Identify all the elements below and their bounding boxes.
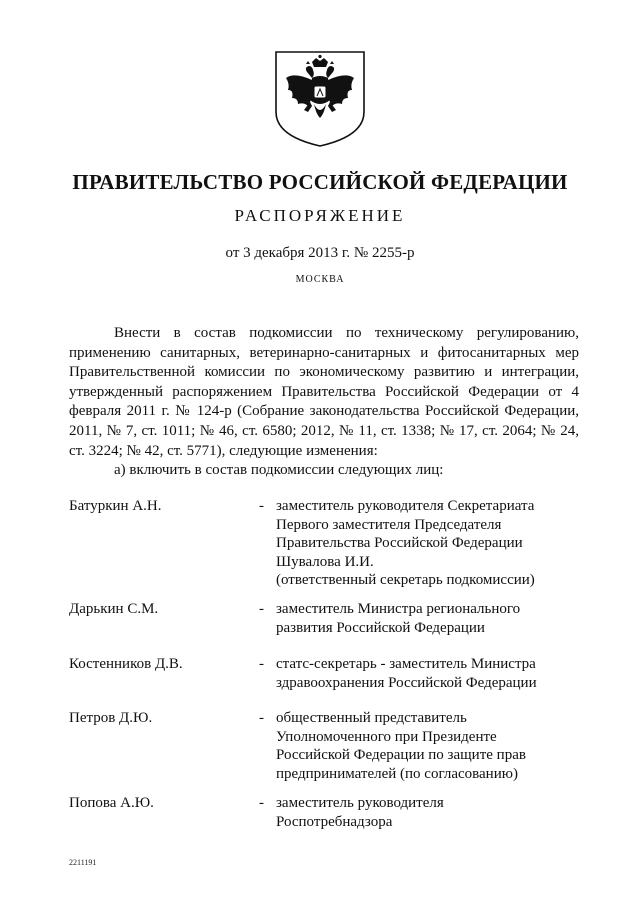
member-name: Костенников Д.В. xyxy=(69,656,183,672)
member-description-line: Роспотребнадзора xyxy=(276,813,393,830)
government-title: ПРАВИТЕЛЬСТВО РОССИЙСКОЙ ФЕДЕРАЦИИ xyxy=(72,170,568,194)
coat-of-arms-icon xyxy=(274,50,366,148)
member-description xyxy=(276,655,576,692)
member-description-line: статс-секретарь - заместитель Министра xyxy=(276,656,536,672)
member-description-line: развития Российской Федерации xyxy=(276,619,485,636)
member-description xyxy=(276,794,576,831)
document-date-number: от 3 декабря 2013 г. № 2255-р xyxy=(225,245,415,261)
member-name: Попова А.Ю. xyxy=(69,795,154,811)
member-dash: - xyxy=(259,656,264,672)
member-description-line: Правительства Российской Федерации xyxy=(276,535,523,551)
document-body xyxy=(69,324,579,481)
member-name: Дарькин С.М. xyxy=(69,601,159,617)
member-description-line: Шувалова И.И. xyxy=(276,553,374,570)
member-description xyxy=(276,709,576,783)
document-city: МОСКВА xyxy=(295,274,345,285)
member-description-line: общественный представитель xyxy=(276,710,467,726)
subpoint-a: а) включить в состав подкомиссии следующих лиц: xyxy=(114,462,444,479)
document-type: РАСПОРЯЖЕНИЕ xyxy=(234,206,406,225)
document-code: 2211191 xyxy=(69,858,97,867)
member-description xyxy=(276,600,576,637)
member-description xyxy=(276,497,576,590)
member-description-line: Российской Федерации по защите прав xyxy=(276,747,526,763)
member-dash: - xyxy=(259,710,264,726)
member-description-line: (ответственный секретарь подкомиссии) xyxy=(276,572,535,588)
member-name: Петров Д.Ю. xyxy=(69,710,153,726)
member-description-line: Уполномоченного при Президенте xyxy=(276,728,497,745)
member-description-line: заместитель руководителя xyxy=(276,795,444,811)
member-description-line: здравоохранения Российской Федерации xyxy=(276,674,537,691)
member-dash: - xyxy=(259,795,264,811)
member-name: Батуркин А.Н. xyxy=(69,498,162,514)
member-description-line: предпринимателей (по согласованию) xyxy=(276,765,518,782)
member-description-line: Первого заместителя Председателя xyxy=(276,516,502,533)
member-description-line: заместитель руководителя Секретариата xyxy=(276,498,535,514)
member-dash: - xyxy=(259,498,264,514)
main-paragraph: Внести в состав подкомиссии по техническому регулированию, применению санитарных, ветеринарно-санитарных и фитосанитарных мер Правительственной комиссии по экономическому развитию и интеграции, утвержденный распоряжением Правительства Российской Федерации от 4 февраля 2011 г. № 124-р (Собрание законодательства Российской Федерации, 2011, № 7, ст. 1011; № 46, ст. 6580; 2012, № 11, ст. 1338; № 17, ст. 2064; № 24, ст. 3224; № 42, ст. 5771), следующие изменения: xyxy=(69,325,579,459)
member-dash: - xyxy=(259,601,264,617)
member-description-line: заместитель Министра регионального xyxy=(276,601,521,617)
